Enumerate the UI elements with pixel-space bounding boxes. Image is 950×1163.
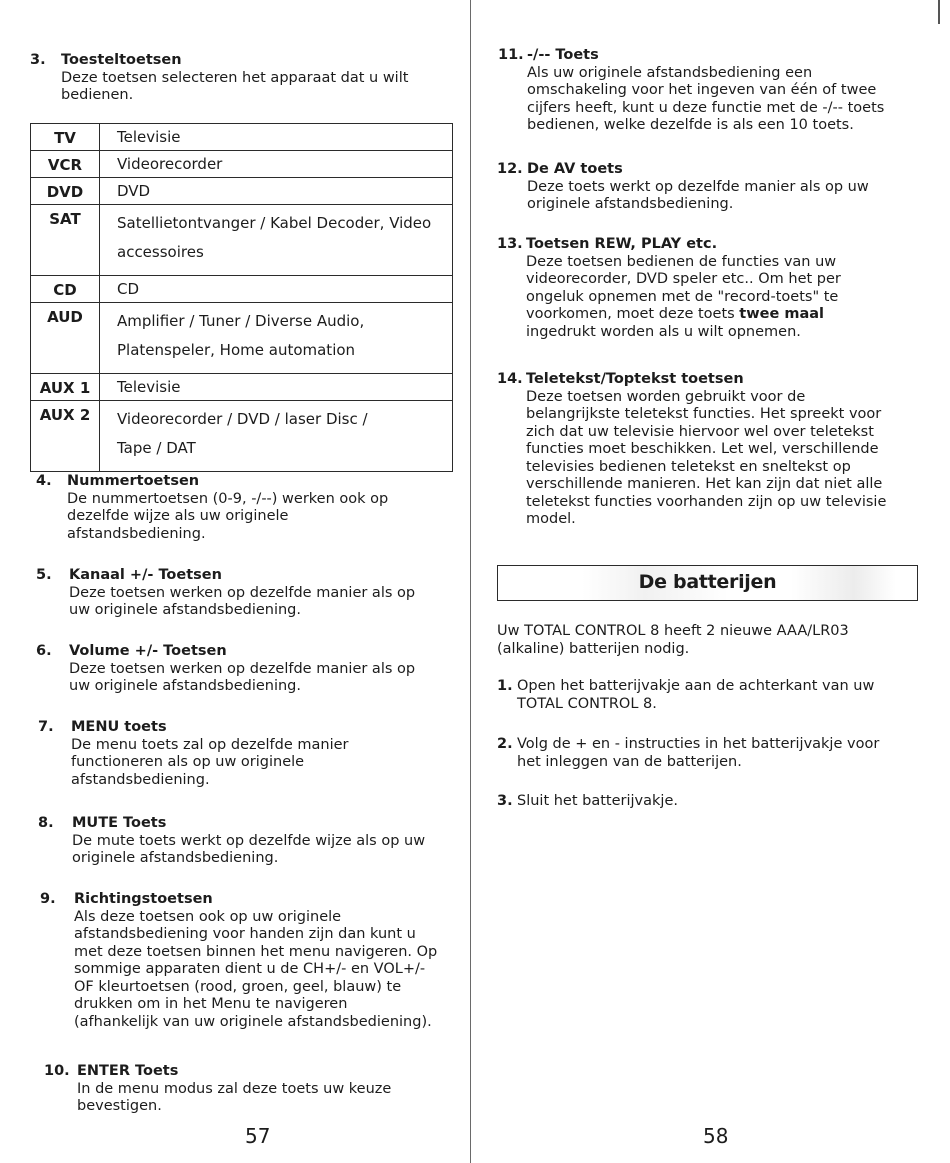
body-line: Als deze toetsen ook op uw originele — [74, 908, 342, 925]
section-body — [497, 389, 886, 529]
body-line: (alkaline) batterijen nodig. — [497, 640, 690, 657]
table-row — [31, 374, 453, 401]
section-number: 14. — [497, 371, 523, 387]
body-line: videorecorder, DVD speler etc.. Om het per — [526, 271, 841, 287]
section-title: Richtingstoetsen — [74, 891, 213, 907]
body-line: afstandsbediening voor handen zijn dan kunt u — [74, 926, 416, 942]
body-line: bedienen, welke dezelfde is als een 10 toets. — [527, 117, 854, 133]
section-13 — [497, 236, 841, 341]
section-title: Toesteltoetsen — [61, 52, 182, 68]
section-body — [498, 65, 884, 135]
body-line: ingedrukt worden als u wilt opnemen. — [526, 323, 801, 340]
device-description — [100, 303, 453, 374]
emphasis-text: twee maal — [739, 306, 824, 322]
body-line: Deze toets werkt op dezelfde manier als op uw — [527, 178, 869, 195]
body-text: voorkomen, moet deze toets — [526, 306, 735, 322]
body-line: uw originele afstandsbediening. — [69, 602, 301, 618]
body-line: afstandsbediening. — [71, 771, 210, 788]
body-line: In de menu modus zal deze toets uw keuze — [77, 1080, 392, 1097]
body-line: dezelfde wijze als uw originele — [67, 508, 289, 524]
battery-section-header — [497, 565, 918, 601]
body-line: cijfers heeft, kunt u deze functie met de -/-- toets — [527, 99, 885, 116]
description-line: CD — [117, 280, 140, 298]
body-line: sommige apparaten dient u de CH+/- en VOL+/- — [74, 961, 426, 977]
section-title: MENU toets — [71, 719, 167, 735]
section-body — [36, 661, 415, 696]
table-row — [31, 401, 453, 472]
body-line: functioneren als op uw originele — [71, 754, 305, 770]
battery-step-1 — [497, 678, 874, 713]
body-line: bevestigen. — [77, 1098, 162, 1114]
table-row — [31, 303, 453, 374]
body-line: belangrijkste teletekst functies. Het spreekt voor — [526, 406, 882, 422]
section-3 — [30, 52, 408, 105]
section-heading — [44, 1063, 391, 1081]
description-line: Satellietontvanger / Kabel Decoder, Video — [117, 214, 432, 232]
body-line: drukken om in het Menu te navigeren — [74, 996, 348, 1012]
body-line: Uw TOTAL CONTROL 8 heeft 2 nieuwe AAA/LR03 — [497, 623, 849, 639]
section-heading — [36, 643, 415, 661]
section-8 — [38, 815, 425, 868]
section-title: -/-- Toets — [527, 47, 599, 63]
device-code: SAT — [31, 205, 100, 276]
page-number: 57 — [245, 1124, 271, 1148]
device-description — [100, 401, 453, 472]
body-line: Deze toetsen werken op dezelfde manier als op — [69, 584, 416, 601]
section-number: 12. — [497, 161, 523, 177]
body-line: het inleggen van de batterijen. — [517, 753, 742, 770]
section-number: 9. — [40, 891, 56, 907]
section-body — [36, 491, 388, 544]
body-line: televisies bedienen teletekst en sneltekst op — [526, 458, 851, 475]
body-line: originele afstandsbediening. — [72, 850, 279, 866]
page-divider — [470, 0, 471, 1163]
section-title: Nummertoetsen — [67, 473, 200, 489]
body-line: Deze toetsen selecteren het apparaat dat u wilt — [61, 69, 409, 86]
body-line — [526, 306, 841, 324]
device-code: VCR — [31, 151, 100, 178]
body-line: teletekst functies voorhanden zijn op uw televisie — [526, 493, 887, 510]
description-line: Tape / DAT — [117, 439, 196, 457]
page-number: 58 — [703, 1124, 729, 1148]
section-body — [38, 737, 349, 790]
body-line: uw originele afstandsbediening. — [69, 678, 301, 694]
body-line: Als uw originele afstandsbediening een — [527, 64, 813, 81]
device-description — [100, 205, 453, 276]
section-number: 7. — [38, 719, 54, 735]
section-body — [38, 833, 425, 868]
section-title: ENTER Toets — [77, 1063, 179, 1079]
section-4 — [36, 473, 388, 543]
body-line: Deze toetsen bedienen de functies van uw — [526, 253, 837, 270]
section-11 — [498, 47, 884, 135]
body-line: ongeluk opnemen met de "record-toets" te — [526, 288, 839, 305]
body-line: model. — [526, 511, 576, 527]
device-code: CD — [31, 276, 100, 303]
body-line: De menu toets zal op dezelfde manier — [71, 736, 349, 753]
body-line: Deze toetsen worden gebruikt voor de — [526, 388, 806, 405]
body-line: functies moet beschikken. Let wel, verschillende — [526, 441, 879, 457]
table-row — [31, 124, 453, 151]
device-code: AUD — [31, 303, 100, 374]
section-body — [44, 1081, 391, 1116]
section-number: 3. — [30, 52, 46, 68]
section-title: MUTE Toets — [72, 815, 167, 831]
body-line: Volg de + en - instructies in het batterijvakje voor — [517, 736, 880, 752]
step-number: 1. — [497, 678, 513, 694]
section-number: 10. — [44, 1063, 70, 1079]
page-edge-mark — [938, 0, 940, 24]
section-heading — [497, 236, 841, 254]
section-heading — [38, 719, 349, 737]
section-10 — [44, 1063, 391, 1116]
section-12 — [497, 161, 869, 214]
section-title: Kanaal +/- Toetsen — [69, 567, 222, 583]
section-title: Volume +/- Toetsen — [69, 643, 227, 659]
description-line: Videorecorder — [117, 155, 223, 173]
section-title: Toetsen REW, PLAY etc. — [526, 236, 718, 252]
section-heading — [36, 473, 388, 491]
step-number: 3. — [497, 793, 513, 809]
body-line: (afhankelijk van uw originele afstandsbediening). — [74, 1013, 432, 1030]
battery-intro — [497, 623, 849, 658]
section-number: 11. — [498, 47, 524, 63]
section-body — [30, 70, 408, 105]
step-number: 2. — [497, 736, 513, 752]
section-9 — [40, 891, 437, 1031]
device-table — [30, 123, 453, 472]
section-title: Teletekst/Toptekst toetsen — [526, 371, 744, 387]
body-line: Open het batterijvakje aan de achterkant van uw — [517, 678, 875, 694]
section-7 — [38, 719, 349, 789]
description-line: Amplifier / Tuner / Diverse Audio, — [117, 312, 365, 330]
body-line: verschillende manieren. Het kan zijn dat niet alle — [526, 476, 883, 492]
description-line: Televisie — [117, 378, 181, 396]
body-line: originele afstandsbediening. — [527, 196, 734, 212]
device-description — [100, 178, 453, 205]
description-line: DVD — [117, 182, 151, 200]
section-6 — [36, 643, 415, 696]
section-title: De AV toets — [527, 161, 623, 177]
table-row — [31, 276, 453, 303]
section-heading — [497, 371, 886, 389]
section-14 — [497, 371, 886, 529]
table-row — [31, 205, 453, 276]
body-line: met deze toetsen binnen het menu navigeren. Op — [74, 943, 438, 960]
description-line: accessoires — [117, 243, 204, 261]
device-description — [100, 374, 453, 401]
section-body — [497, 179, 869, 214]
section-number: 6. — [36, 643, 52, 659]
body-line: Sluit het batterijvakje. — [517, 793, 678, 809]
body-line: TOTAL CONTROL 8. — [517, 695, 657, 712]
description-line: Televisie — [117, 128, 181, 146]
section-body — [36, 585, 415, 620]
table-row — [31, 178, 453, 205]
section-body — [40, 909, 437, 1032]
device-code: DVD — [31, 178, 100, 205]
body-line: bedienen. — [61, 87, 134, 103]
device-description — [100, 124, 453, 151]
section-number: 4. — [36, 473, 52, 489]
description-line: Videorecorder / DVD / laser Disc / — [117, 410, 368, 428]
section-heading — [36, 567, 415, 585]
body-line: zich dat uw televisie hiervoor wel over teletekst — [526, 423, 874, 440]
device-description — [100, 276, 453, 303]
device-code: AUX 1 — [31, 374, 100, 401]
table-row — [31, 151, 453, 178]
section-heading — [38, 815, 425, 833]
section-heading — [40, 891, 437, 909]
section-number: 13. — [497, 236, 523, 252]
description-line: Platenspeler, Home automation — [117, 341, 356, 359]
body-line: Deze toetsen werken op dezelfde manier als op — [69, 660, 416, 677]
body-line: De mute toets werkt op dezelfde wijze als op uw — [72, 832, 426, 849]
section-5 — [36, 567, 415, 620]
device-code: TV — [31, 124, 100, 151]
battery-step-3 — [497, 793, 678, 811]
battery-step-2 — [497, 736, 879, 771]
section-number: 5. — [36, 567, 52, 583]
device-description — [100, 151, 453, 178]
section-heading — [497, 161, 869, 179]
body-line: De nummertoetsen (0-9, -/--) werken ook op — [67, 490, 389, 507]
battery-section-title: De batterijen — [638, 571, 777, 594]
body-line: OF kleurtoetsen (rood, groen, geel, blauw) te — [74, 978, 402, 995]
body-line: omschakeling voor het ingeven van één of twee — [527, 82, 877, 98]
section-body — [497, 254, 841, 342]
section-heading — [30, 52, 408, 70]
body-line: afstandsbediening. — [67, 525, 206, 542]
device-code: AUX 2 — [31, 401, 100, 472]
section-number: 8. — [38, 815, 54, 831]
section-heading — [498, 47, 884, 65]
